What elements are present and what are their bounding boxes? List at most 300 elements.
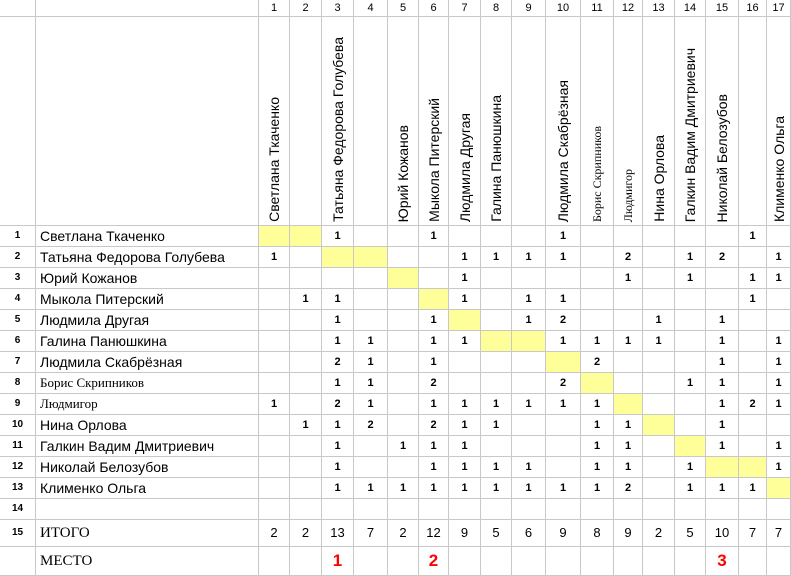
score-cell[interactable]: 1: [449, 331, 481, 352]
score-cell[interactable]: 1: [767, 331, 791, 352]
score-cell[interactable]: [706, 457, 739, 478]
score-cell[interactable]: [675, 394, 706, 415]
row-name[interactable]: Мыкола Питерский: [36, 289, 259, 310]
score-cell[interactable]: [581, 373, 614, 394]
place-cell[interactable]: [643, 547, 675, 576]
score-cell[interactable]: [706, 289, 739, 310]
total-cell[interactable]: 2: [643, 520, 675, 547]
score-cell[interactable]: [643, 226, 675, 247]
score-cell[interactable]: [614, 289, 643, 310]
column-number[interactable]: 16: [739, 0, 767, 17]
score-cell[interactable]: 2: [354, 415, 388, 436]
score-cell[interactable]: [354, 436, 388, 457]
score-cell[interactable]: 1: [643, 310, 675, 331]
score-cell[interactable]: [449, 373, 481, 394]
total-cell[interactable]: 9: [614, 520, 643, 547]
score-cell[interactable]: 1: [388, 436, 419, 457]
score-cell[interactable]: 1: [512, 247, 546, 268]
score-cell[interactable]: 1: [675, 478, 706, 499]
score-cell[interactable]: [739, 436, 767, 457]
score-cell[interactable]: [767, 310, 791, 331]
score-cell[interactable]: [322, 247, 354, 268]
row-number[interactable]: 11: [0, 436, 36, 457]
score-cell[interactable]: [259, 226, 290, 247]
column-number[interactable]: 11: [581, 0, 614, 17]
score-cell[interactable]: 1: [581, 415, 614, 436]
column-number[interactable]: 7: [449, 0, 481, 17]
score-cell[interactable]: [739, 310, 767, 331]
score-cell[interactable]: 1: [322, 436, 354, 457]
score-cell[interactable]: 1: [739, 268, 767, 289]
score-cell[interactable]: 1: [322, 310, 354, 331]
score-cell[interactable]: 1: [767, 436, 791, 457]
score-cell[interactable]: 1: [419, 352, 449, 373]
column-number[interactable]: 4: [354, 0, 388, 17]
score-cell[interactable]: 1: [581, 436, 614, 457]
score-cell[interactable]: [546, 499, 581, 520]
score-cell[interactable]: [290, 499, 322, 520]
score-cell[interactable]: [354, 289, 388, 310]
score-cell[interactable]: 1: [290, 415, 322, 436]
score-cell[interactable]: [643, 394, 675, 415]
score-cell[interactable]: [614, 394, 643, 415]
corner-cell[interactable]: [36, 0, 259, 17]
score-cell[interactable]: [643, 289, 675, 310]
column-number[interactable]: 6: [419, 0, 449, 17]
score-cell[interactable]: 1: [419, 457, 449, 478]
column-header-name[interactable]: [546, 17, 581, 226]
column-number[interactable]: 3: [322, 0, 354, 17]
column-header-name[interactable]: [449, 17, 481, 226]
score-cell[interactable]: 1: [739, 289, 767, 310]
score-cell[interactable]: [322, 268, 354, 289]
score-cell[interactable]: 1: [581, 478, 614, 499]
score-cell[interactable]: [675, 310, 706, 331]
score-cell[interactable]: [449, 352, 481, 373]
score-cell[interactable]: [675, 226, 706, 247]
column-header-name[interactable]: [419, 17, 449, 226]
row-number[interactable]: 2: [0, 247, 36, 268]
score-cell[interactable]: [614, 499, 643, 520]
score-cell[interactable]: [388, 457, 419, 478]
score-cell[interactable]: [354, 457, 388, 478]
score-cell[interactable]: [767, 415, 791, 436]
column-number[interactable]: 10: [546, 0, 581, 17]
score-cell[interactable]: [643, 436, 675, 457]
score-cell[interactable]: [512, 373, 546, 394]
score-cell[interactable]: [546, 415, 581, 436]
score-cell[interactable]: [388, 352, 419, 373]
row-number[interactable]: 4: [0, 289, 36, 310]
row-number[interactable]: 9: [0, 394, 36, 415]
score-cell[interactable]: [675, 436, 706, 457]
row-name[interactable]: Галина Панюшкина: [36, 331, 259, 352]
score-cell[interactable]: 1: [643, 331, 675, 352]
score-cell[interactable]: [614, 226, 643, 247]
column-header-name[interactable]: [614, 17, 643, 226]
score-cell[interactable]: 1: [419, 226, 449, 247]
score-cell[interactable]: 1: [388, 478, 419, 499]
corner-cell[interactable]: [0, 0, 36, 17]
score-cell[interactable]: [706, 226, 739, 247]
score-cell[interactable]: 1: [322, 373, 354, 394]
score-cell[interactable]: 1: [706, 310, 739, 331]
score-cell[interactable]: [481, 268, 512, 289]
column-number[interactable]: 15: [706, 0, 739, 17]
place-cell[interactable]: [354, 547, 388, 576]
score-cell[interactable]: [290, 226, 322, 247]
score-cell[interactable]: 1: [512, 394, 546, 415]
total-cell[interactable]: 6: [512, 520, 546, 547]
column-header-name[interactable]: [739, 17, 767, 226]
score-cell[interactable]: [290, 352, 322, 373]
score-cell[interactable]: 2: [546, 373, 581, 394]
column-header-name[interactable]: [322, 17, 354, 226]
score-cell[interactable]: [259, 478, 290, 499]
score-cell[interactable]: 1: [354, 352, 388, 373]
score-cell[interactable]: 1: [449, 457, 481, 478]
column-number[interactable]: 9: [512, 0, 546, 17]
row-number[interactable]: 3: [0, 268, 36, 289]
score-cell[interactable]: 1: [767, 373, 791, 394]
row-number[interactable]: [0, 547, 36, 576]
score-cell[interactable]: 1: [546, 478, 581, 499]
score-cell[interactable]: 2: [581, 352, 614, 373]
row-number[interactable]: 13: [0, 478, 36, 499]
column-header-name[interactable]: [643, 17, 675, 226]
row-name[interactable]: Юрий Кожанов: [36, 268, 259, 289]
score-cell[interactable]: [481, 289, 512, 310]
column-header-name[interactable]: [354, 17, 388, 226]
score-cell[interactable]: [675, 331, 706, 352]
score-cell[interactable]: 1: [481, 457, 512, 478]
score-cell[interactable]: [419, 268, 449, 289]
score-cell[interactable]: [581, 268, 614, 289]
score-cell[interactable]: 1: [322, 289, 354, 310]
score-cell[interactable]: [512, 268, 546, 289]
score-cell[interactable]: 1: [322, 478, 354, 499]
score-cell[interactable]: 1: [546, 331, 581, 352]
column-header-name[interactable]: [481, 17, 512, 226]
row-name[interactable]: Нина Орлова: [36, 415, 259, 436]
score-cell[interactable]: [481, 499, 512, 520]
score-cell[interactable]: [290, 394, 322, 415]
score-cell[interactable]: [481, 331, 512, 352]
score-cell[interactable]: [388, 331, 419, 352]
row-name[interactable]: Светлана Ткаченко: [36, 226, 259, 247]
score-cell[interactable]: [354, 499, 388, 520]
score-cell[interactable]: [354, 247, 388, 268]
total-cell[interactable]: 12: [419, 520, 449, 547]
score-cell[interactable]: [449, 499, 481, 520]
score-cell[interactable]: 1: [481, 478, 512, 499]
score-cell[interactable]: 1: [546, 289, 581, 310]
score-cell[interactable]: [614, 373, 643, 394]
place-cell[interactable]: [675, 547, 706, 576]
score-cell[interactable]: [581, 226, 614, 247]
place-cell[interactable]: [739, 547, 767, 576]
score-cell[interactable]: 1: [706, 478, 739, 499]
row-name[interactable]: Людмигор: [36, 394, 259, 415]
score-cell[interactable]: 1: [512, 478, 546, 499]
score-cell[interactable]: 1: [675, 268, 706, 289]
column-header-name[interactable]: [388, 17, 419, 226]
score-cell[interactable]: [675, 415, 706, 436]
score-cell[interactable]: 1: [481, 394, 512, 415]
score-cell[interactable]: [767, 478, 791, 499]
place-cell[interactable]: 3: [706, 547, 739, 576]
place-cell[interactable]: 2: [419, 547, 449, 576]
place-cell[interactable]: [388, 547, 419, 576]
score-cell[interactable]: 1: [322, 331, 354, 352]
score-cell[interactable]: 1: [546, 226, 581, 247]
score-cell[interactable]: [512, 415, 546, 436]
score-cell[interactable]: [259, 289, 290, 310]
row-number[interactable]: 10: [0, 415, 36, 436]
place-cell[interactable]: [614, 547, 643, 576]
score-cell[interactable]: 1: [322, 457, 354, 478]
score-cell[interactable]: [290, 268, 322, 289]
score-cell[interactable]: [481, 352, 512, 373]
score-cell[interactable]: [259, 331, 290, 352]
score-cell[interactable]: [419, 499, 449, 520]
row-number[interactable]: 6: [0, 331, 36, 352]
total-cell[interactable]: 2: [290, 520, 322, 547]
row-number[interactable]: 5: [0, 310, 36, 331]
score-cell[interactable]: [739, 247, 767, 268]
score-cell[interactable]: 1: [706, 436, 739, 457]
column-header-name[interactable]: [259, 17, 290, 226]
place-cell[interactable]: 1: [322, 547, 354, 576]
score-cell[interactable]: 1: [449, 247, 481, 268]
row-name[interactable]: Людмила Другая: [36, 310, 259, 331]
total-cell[interactable]: 7: [739, 520, 767, 547]
row-number[interactable]: 8: [0, 373, 36, 394]
score-cell[interactable]: [767, 226, 791, 247]
total-cell[interactable]: 7: [767, 520, 791, 547]
score-cell[interactable]: [481, 310, 512, 331]
score-cell[interactable]: 2: [419, 415, 449, 436]
score-cell[interactable]: 1: [614, 457, 643, 478]
score-cell[interactable]: 1: [675, 373, 706, 394]
score-cell[interactable]: 1: [706, 352, 739, 373]
score-cell[interactable]: 1: [512, 457, 546, 478]
score-cell[interactable]: 1: [259, 394, 290, 415]
score-cell[interactable]: 1: [614, 415, 643, 436]
row-name[interactable]: Людмила Скабрёзная: [36, 352, 259, 373]
score-cell[interactable]: [354, 268, 388, 289]
column-number[interactable]: 1: [259, 0, 290, 17]
score-cell[interactable]: [581, 499, 614, 520]
place-cell[interactable]: [259, 547, 290, 576]
score-cell[interactable]: 1: [419, 478, 449, 499]
total-cell[interactable]: 2: [259, 520, 290, 547]
header-names-cell[interactable]: [36, 17, 259, 226]
score-cell[interactable]: [512, 331, 546, 352]
score-cell[interactable]: [706, 499, 739, 520]
score-cell[interactable]: [767, 289, 791, 310]
score-cell[interactable]: [643, 352, 675, 373]
column-header-name[interactable]: [706, 17, 739, 226]
score-cell[interactable]: 1: [259, 247, 290, 268]
score-cell[interactable]: [388, 373, 419, 394]
score-cell[interactable]: 2: [739, 394, 767, 415]
score-cell[interactable]: [512, 499, 546, 520]
score-cell[interactable]: [259, 373, 290, 394]
place-cell[interactable]: [512, 547, 546, 576]
score-cell[interactable]: [614, 352, 643, 373]
score-cell[interactable]: 2: [614, 478, 643, 499]
score-cell[interactable]: [675, 352, 706, 373]
score-cell[interactable]: [290, 457, 322, 478]
total-cell[interactable]: 9: [449, 520, 481, 547]
score-cell[interactable]: 1: [739, 478, 767, 499]
score-cell[interactable]: [259, 268, 290, 289]
score-cell[interactable]: [581, 310, 614, 331]
score-cell[interactable]: [546, 457, 581, 478]
score-cell[interactable]: 1: [706, 373, 739, 394]
score-cell[interactable]: [290, 247, 322, 268]
score-cell[interactable]: [259, 352, 290, 373]
score-cell[interactable]: [449, 226, 481, 247]
score-cell[interactable]: 1: [675, 247, 706, 268]
score-cell[interactable]: [388, 310, 419, 331]
score-cell[interactable]: 1: [449, 289, 481, 310]
score-cell[interactable]: 2: [322, 394, 354, 415]
score-cell[interactable]: 1: [354, 394, 388, 415]
score-cell[interactable]: 1: [767, 457, 791, 478]
score-cell[interactable]: 1: [481, 415, 512, 436]
score-cell[interactable]: 1: [706, 331, 739, 352]
place-cell[interactable]: [767, 547, 791, 576]
score-cell[interactable]: [322, 499, 354, 520]
score-cell[interactable]: 2: [322, 352, 354, 373]
score-cell[interactable]: [739, 331, 767, 352]
score-cell[interactable]: [259, 499, 290, 520]
place-cell[interactable]: [290, 547, 322, 576]
score-cell[interactable]: 1: [449, 436, 481, 457]
place-label[interactable]: МЕСТО: [36, 547, 259, 576]
score-cell[interactable]: [388, 394, 419, 415]
score-cell[interactable]: [419, 289, 449, 310]
score-cell[interactable]: 1: [581, 331, 614, 352]
score-cell[interactable]: 1: [614, 268, 643, 289]
score-cell[interactable]: [388, 268, 419, 289]
column-header-name[interactable]: [675, 17, 706, 226]
total-cell[interactable]: 5: [481, 520, 512, 547]
score-cell[interactable]: 1: [706, 394, 739, 415]
column-number[interactable]: 14: [675, 0, 706, 17]
score-cell[interactable]: 1: [449, 415, 481, 436]
total-cell[interactable]: 2: [388, 520, 419, 547]
score-cell[interactable]: [388, 415, 419, 436]
score-cell[interactable]: [706, 268, 739, 289]
column-header-name[interactable]: [290, 17, 322, 226]
row-name[interactable]: [36, 499, 259, 520]
score-cell[interactable]: [643, 268, 675, 289]
score-cell[interactable]: [614, 310, 643, 331]
column-number[interactable]: 2: [290, 0, 322, 17]
place-cell[interactable]: [481, 547, 512, 576]
score-cell[interactable]: 1: [614, 331, 643, 352]
score-cell[interactable]: [290, 331, 322, 352]
score-cell[interactable]: [259, 310, 290, 331]
score-cell[interactable]: [643, 478, 675, 499]
score-cell[interactable]: [481, 436, 512, 457]
column-number[interactable]: 13: [643, 0, 675, 17]
score-cell[interactable]: [546, 352, 581, 373]
score-cell[interactable]: [354, 226, 388, 247]
total-cell[interactable]: 13: [322, 520, 354, 547]
score-cell[interactable]: 1: [354, 478, 388, 499]
score-cell[interactable]: [512, 226, 546, 247]
score-cell[interactable]: [546, 268, 581, 289]
column-number[interactable]: 17: [767, 0, 791, 17]
column-header-name[interactable]: [512, 17, 546, 226]
totals-label[interactable]: ИТОГО: [36, 520, 259, 547]
column-number[interactable]: 5: [388, 0, 419, 17]
score-cell[interactable]: [643, 373, 675, 394]
column-header-name[interactable]: [581, 17, 614, 226]
score-cell[interactable]: [388, 247, 419, 268]
score-cell[interactable]: [643, 499, 675, 520]
score-cell[interactable]: [675, 289, 706, 310]
column-number[interactable]: 12: [614, 0, 643, 17]
score-cell[interactable]: 1: [767, 394, 791, 415]
total-cell[interactable]: 9: [546, 520, 581, 547]
score-cell[interactable]: [388, 226, 419, 247]
score-cell[interactable]: 1: [614, 436, 643, 457]
score-cell[interactable]: 1: [512, 310, 546, 331]
score-cell[interactable]: 1: [767, 268, 791, 289]
row-number[interactable]: 12: [0, 457, 36, 478]
header-corner-cell[interactable]: [0, 17, 36, 226]
column-header-name[interactable]: [767, 17, 791, 226]
score-cell[interactable]: 2: [419, 373, 449, 394]
score-cell[interactable]: 1: [546, 247, 581, 268]
score-cell[interactable]: 1: [767, 247, 791, 268]
score-cell[interactable]: 1: [706, 415, 739, 436]
score-cell[interactable]: 1: [354, 331, 388, 352]
row-name[interactable]: Борис Скрипников: [36, 373, 259, 394]
score-cell[interactable]: 1: [354, 373, 388, 394]
score-cell[interactable]: [512, 352, 546, 373]
total-cell[interactable]: 5: [675, 520, 706, 547]
score-cell[interactable]: [290, 478, 322, 499]
score-cell[interactable]: 1: [449, 394, 481, 415]
total-cell[interactable]: 8: [581, 520, 614, 547]
score-cell[interactable]: [739, 499, 767, 520]
score-cell[interactable]: [739, 415, 767, 436]
score-cell[interactable]: 1: [419, 436, 449, 457]
score-cell[interactable]: [354, 310, 388, 331]
score-cell[interactable]: [675, 499, 706, 520]
row-name[interactable]: Клименко Ольга: [36, 478, 259, 499]
row-number[interactable]: 7: [0, 352, 36, 373]
row-number[interactable]: 15: [0, 520, 36, 547]
score-cell[interactable]: [449, 310, 481, 331]
score-cell[interactable]: [481, 226, 512, 247]
total-cell[interactable]: 10: [706, 520, 739, 547]
score-cell[interactable]: [739, 352, 767, 373]
score-cell[interactable]: 1: [767, 352, 791, 373]
score-cell[interactable]: [581, 247, 614, 268]
score-cell[interactable]: 1: [512, 289, 546, 310]
score-cell[interactable]: [290, 310, 322, 331]
score-cell[interactable]: [290, 373, 322, 394]
score-cell[interactable]: [581, 289, 614, 310]
score-cell[interactable]: 2: [546, 310, 581, 331]
